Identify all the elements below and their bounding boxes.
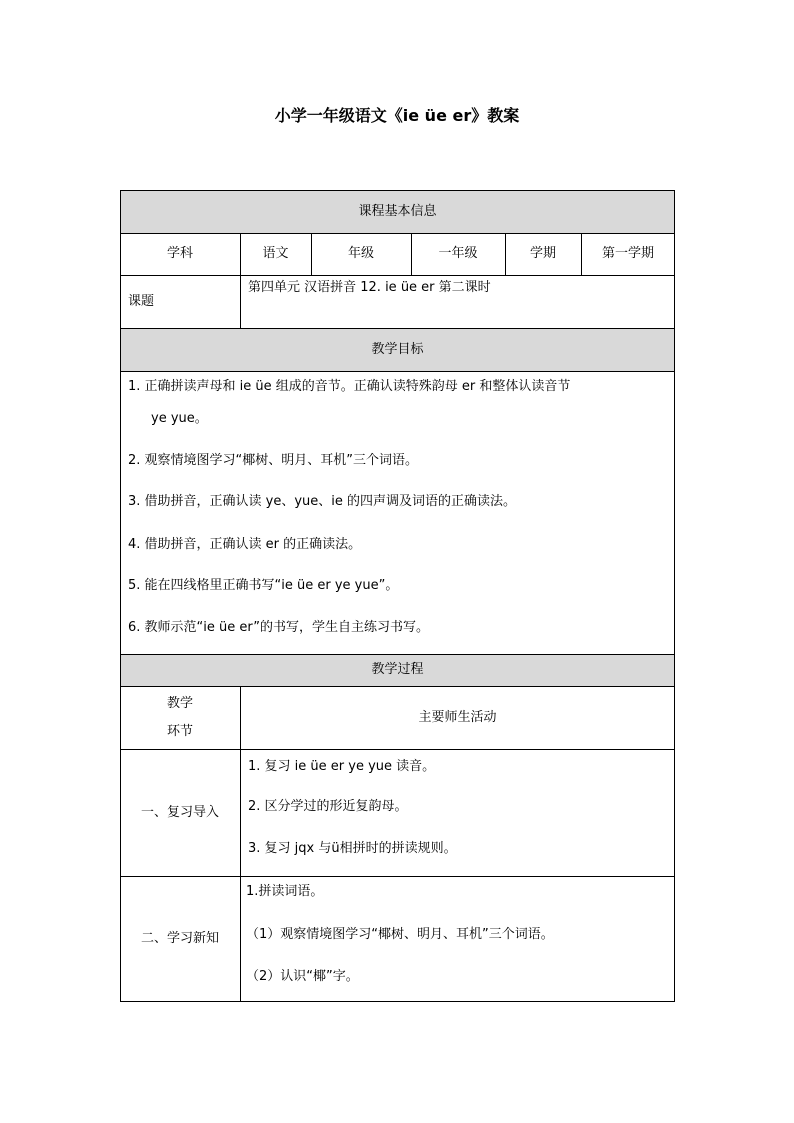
stage-1-name: 一、复习导入 <box>140 804 219 820</box>
lesson-plan-table <box>120 190 675 1002</box>
grade-label: 年级 <box>347 246 374 261</box>
goal-item-6: 6. 教师示范“ie üe er”的书写，学生自主练习书写。 <box>128 620 430 635</box>
stage-2-item-1: 1.拼读词语。 <box>246 884 324 899</box>
goal-item-5: 5. 能在四线格里正确书写“ie üe er ye yue”。 <box>128 578 399 593</box>
term-label: 学期 <box>529 246 556 261</box>
stage-header-line-2: 环节 <box>166 723 193 739</box>
goal-item-1-continued: ye yue。 <box>151 411 208 426</box>
subject-value: 语文 <box>262 246 289 261</box>
stage-1-item-3: 3. 复习 jqx 与ü相拼时的拼读规则。 <box>248 841 457 856</box>
stage-1-item-2: 2. 区分学过的形近复韵母。 <box>248 799 408 814</box>
teaching-process-heading: 教学过程 <box>371 662 424 677</box>
course-info-heading: 课程基本信息 <box>358 203 437 219</box>
goal-item-3: 3. 借助拼音，正确认读 ye、yue、ie 的四声调及词语的正确读法。 <box>128 494 517 509</box>
goal-item-2: 2. 观察情境图学习“椰树、明月、耳机”三个词语。 <box>128 453 419 468</box>
activity-column-header: 主要师生活动 <box>418 709 497 725</box>
stage-column-header <box>120 686 240 749</box>
topic-label: 课题 <box>128 293 155 309</box>
stage-2-item-3: （2）认识“椰”字。 <box>246 969 359 984</box>
subject-label: 学科 <box>166 246 193 261</box>
stage-2-name: 二、学习新知 <box>140 930 219 946</box>
topic-value: 第四单元 汉语拼音 12. ie üe er 第二课时 <box>248 280 491 295</box>
goal-item-4: 4. 借助拼音，正确认读 er 的正确读法。 <box>128 537 362 552</box>
grade-value: 一年级 <box>438 246 478 261</box>
stage-1-item-1: 1. 复习 ie üe er ye yue 读音。 <box>248 759 436 774</box>
goal-item-1: 1. 正确拼读声母和 ie üe 组成的音节。正确认读特殊韵母 er 和整体认读音节 <box>128 379 571 394</box>
term-value: 第一学期 <box>601 246 654 261</box>
teaching-goals-heading: 教学目标 <box>371 341 424 357</box>
stage-header-line-1: 教学 <box>166 695 193 711</box>
document-title: 小学一年级语文《ie üe er》教案 <box>274 106 520 125</box>
stage-2-item-2: （1）观察情境图学习“椰树、明月、耳机”三个词语。 <box>246 927 554 942</box>
